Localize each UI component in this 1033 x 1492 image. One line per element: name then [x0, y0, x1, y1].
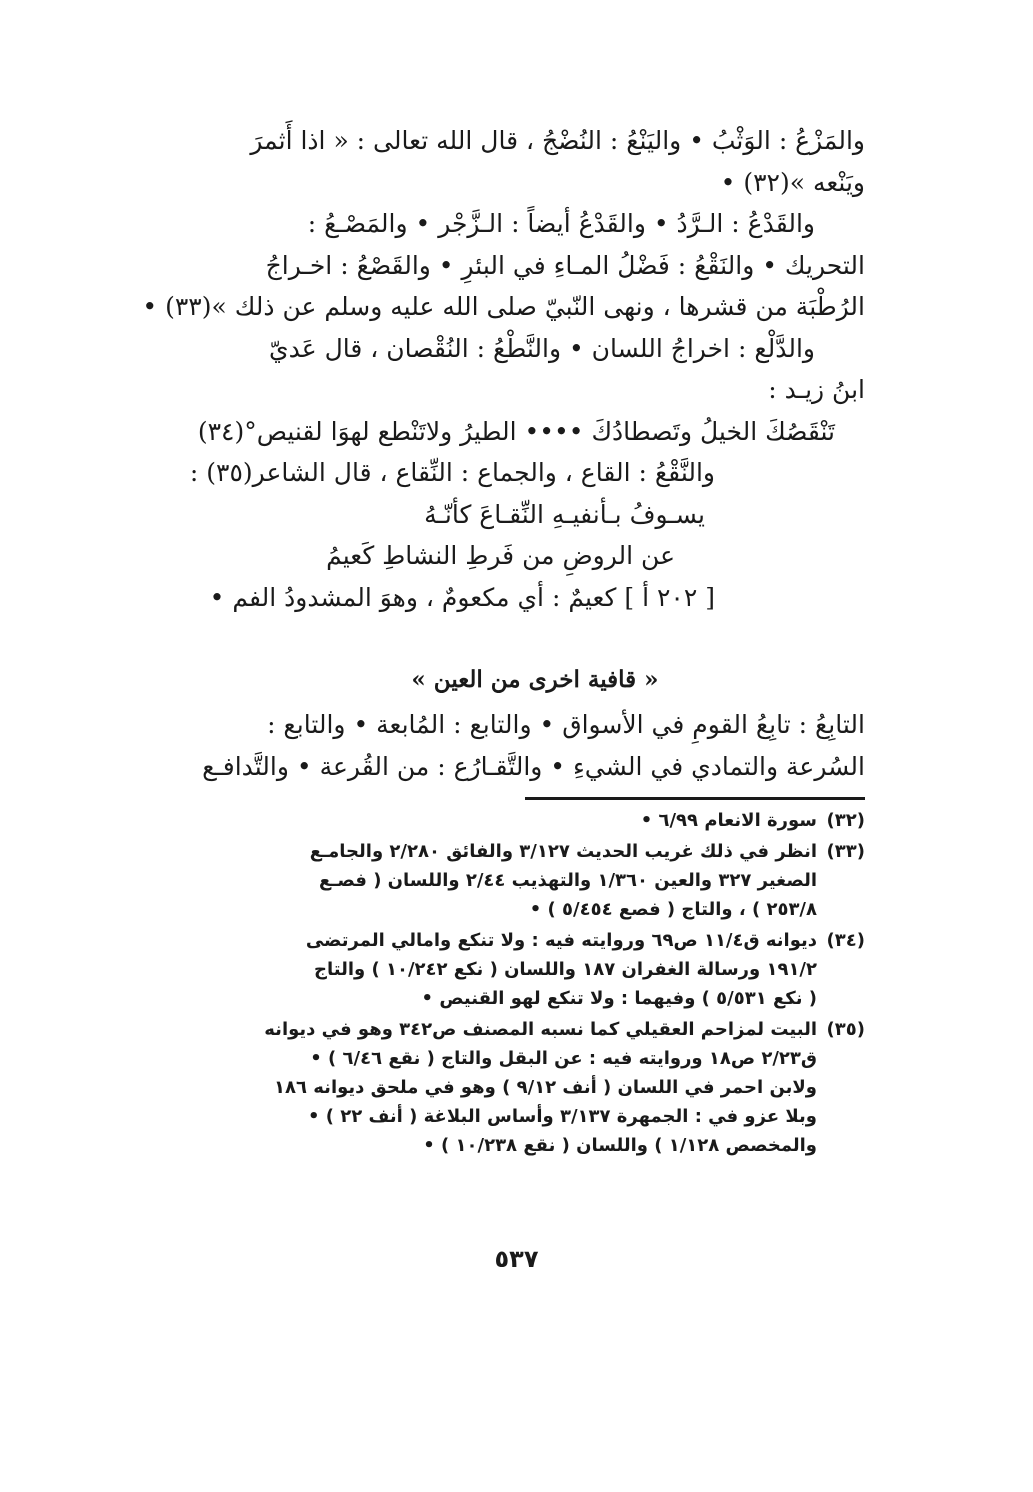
footnote-text — [205, 837, 817, 924]
text-line: والقَدْعُ : الـرَّدُ • والقَدْعُ أيضاً : الـزَّجْر • والمَصْـعُ : — [307, 209, 815, 238]
page-number: ٥٣٧ — [494, 1245, 539, 1273]
text-line: والمَزْعُ : الوَثْبُ • واليَنْعُ : النُضْجُ ، قال الله تعالى : « اذا أَثمرَ — [250, 126, 865, 155]
footnote-number: (٣٢) — [826, 810, 865, 831]
text-line: السُرعة والتمادي في الشيءِ • والتَّقـارُع : من القُرعة • والتَّدافـع — [202, 751, 865, 781]
footnote-text — [205, 926, 817, 1013]
verse-line: والنَّقْعُ : القاع ، والجماع : النِّقاع ، قال الشاعر(٣٥) : — [189, 458, 715, 487]
footnote-text — [205, 1015, 817, 1160]
footnote-line: ٢٥٣/٨ ) ، والتاج ( فصع ٥/٤٥٤ ) • — [529, 899, 817, 920]
text-line: ابنُ زيـد : — [768, 375, 865, 404]
section-title: « قافية اخرى من العين » — [411, 666, 659, 693]
verse-line: تَنْقَصُكَ الخيلُ وتَصطادُكَ •••• الطيرُ ولاتَنْطع لهوَا لقنيص°(٣٤) — [197, 416, 835, 446]
text-line: الرُطْبَة من قشرها ، ونهى النّبيّ صلى الله عليه وسلم عن ذلك »(٣٣) • — [142, 292, 865, 321]
footnote-line: ديوانه ق١١/٤ ص٦٩ وروايته فيه : ولا تنكع وامالي المرتضى — [305, 930, 817, 951]
verse-line: [ ٢٠٢ أ ] كعيمٌ : أي مكعومٌ ، وهوَ المشدودُ الفم • — [209, 582, 715, 612]
footnote-line: وبلا عزو في : الجمهرة ٣/١٣٧ وأساس البلاغة ( أنف ٢٢ ) • — [307, 1106, 817, 1127]
section-text — [202, 704, 865, 787]
footnote-line: ( نكع ٥/٥٣١ ) وفيهما : ولا تنكع لهو القنيص • — [421, 988, 817, 1009]
footnote — [205, 837, 865, 924]
verse-line: عن الروضِ من فَرطِ النشاطِ كَعيمُ — [326, 541, 675, 570]
footnote-line: ولابن احمر في اللسان ( أنف ٩/١٢ ) وهو في ملحق ديوانه ١٨٦ — [274, 1077, 817, 1098]
footnote-line: البيت لمزاحم العقيلي كما نسبه المصنف ص٣٤٢ وهو في ديوانه — [264, 1019, 817, 1040]
text-line: التحريك • والنَقْعُ : فَضْلُ المـاءِ في البئرِ • والقَصْعُ : اخـراجُ — [265, 250, 865, 280]
text-line: ويَنْعه »(٣٢) • — [720, 167, 865, 197]
footnote — [205, 926, 865, 1013]
footnote-line: الصغير ٣٢٧ والعين ١/٣٦٠ والتهذيب ٢/٤٤ واللسان ( فصـع — [318, 870, 817, 891]
verse-line: يسـوفُ بـأنفيـهِ النِّقـاعَ كأنّـهُ — [424, 499, 705, 529]
footnote-number: (٣٣) — [826, 841, 865, 862]
footnote-line: انظر في ذلك غريب الحديث ٣/١٢٧ والفائق ٢/٢٨٠ والجامـع — [309, 841, 817, 862]
footnote-line: ١٩١/٢ ورسالة الغفران ١٨٧ واللسان ( نكع ١٠/٢٤٢ ) والتاج — [314, 959, 817, 980]
footnote — [205, 1015, 865, 1160]
footnote-number: (٣٥) — [826, 1019, 865, 1040]
footnote-number: (٣٤) — [826, 930, 865, 951]
text-line: والدَّلْع : اخراجُ اللسان • والنَّطْعُ : النُقْصان ، قال عَديّ — [269, 333, 815, 363]
footnote-line: سورة الانعام ٦/٩٩ • — [640, 810, 817, 831]
footnote-divider — [525, 797, 865, 800]
verse-block — [189, 411, 865, 619]
footnote-text — [205, 806, 817, 835]
footnote — [205, 806, 865, 835]
footnote-line: والمخصص ١/١٢٨ ) واللسان ( نقع ١٠/٢٣٨ ) • — [423, 1135, 817, 1156]
document-page — [142, 120, 865, 1162]
text-line: التابِعُ : تابِعُ القومِ في الأسواق • والتابع : المُابعة • والتابع : — [267, 710, 865, 739]
footnotes — [205, 806, 865, 1160]
main-text — [142, 120, 865, 411]
footnote-line: ق٢/٢٣ ص١٨ وروايته فيه : عن البقل والتاج ( نقع ٦/٤٦ ) • — [310, 1048, 817, 1069]
